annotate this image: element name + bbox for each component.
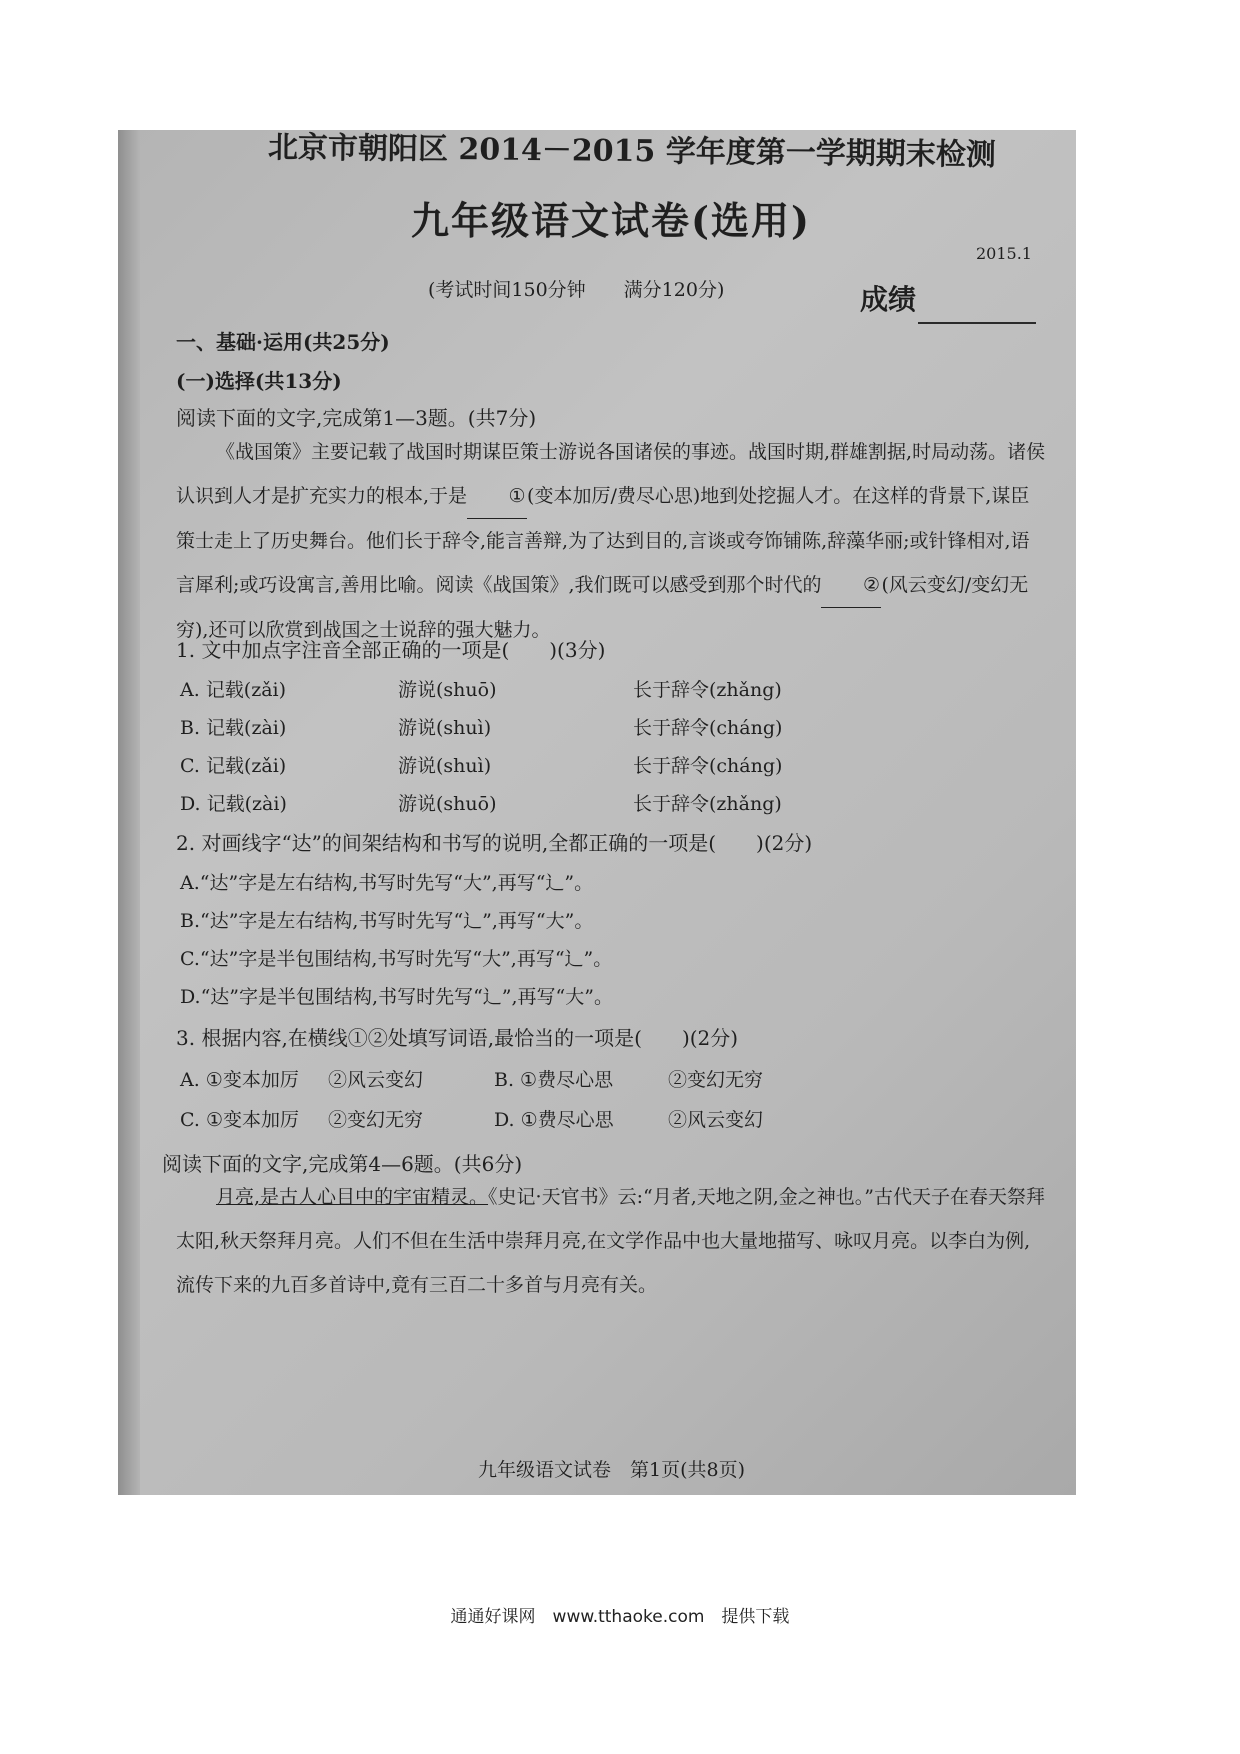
- q1-option-c-1: C. 记载(zǎi): [180, 755, 287, 777]
- q3-option-b-1: B. ①费尽心思: [494, 1069, 614, 1091]
- blank-1: ①: [467, 474, 527, 519]
- q1-option-b-3: 长于辞令(cháng): [633, 717, 783, 739]
- q3-option-d-2: ②风云变幻: [668, 1109, 764, 1131]
- q2-option-d: D.“达”字是半包围结构,书写时先写“辶”,再写“大”。: [180, 986, 613, 1008]
- passage-moon-body: 《史记·天官书》云:“月者,天地之阴,金之神也。”古代天子在春天祭拜太阳,秋天祭拜月亮。人们不但在生活中崇拜月亮,在文学作品中也大量地描写、咏叹月亮。以李白为例,流传下来的九百多首诗中,竟有三百二十多首与月亮有关。: [176, 1186, 1045, 1296]
- q2-option-a: A.“达”字是左右结构,书写时先写“大”,再写“辶”。: [180, 872, 594, 894]
- q1-option-a-3: 长于辞令(zhǎng): [633, 679, 782, 701]
- score-blank-line: [918, 322, 1036, 324]
- q3-option-c-1: C. ①变本加厉: [180, 1109, 299, 1131]
- q3-option-c-2: ②变幻无穷: [328, 1109, 424, 1131]
- q1-option-c-3: 长于辞令(cháng): [633, 755, 783, 777]
- q2-option-c: C.“达”字是半包围结构,书写时先写“大”,再写“辶”。: [180, 948, 613, 970]
- instruction-q4-6: 阅读下面的文字,完成第4—6题。(共6分): [162, 1152, 523, 1176]
- q1-option-a-2: 游说(shuō): [398, 679, 497, 701]
- q1-option-d-2: 游说(shuō): [398, 793, 497, 815]
- page-footer: 九年级语文试卷 第1页(共8页): [478, 1459, 746, 1481]
- passage-moon: [176, 1175, 1046, 1307]
- question-2-stem: 2. 对画线字“达”的间架结构和书写的说明,全都正确的一项是( )(2分): [176, 831, 813, 855]
- exam-date: 2015.1: [976, 244, 1032, 263]
- passage-zhanguoce: [176, 430, 1046, 652]
- q3-option-a-1: A. ①变本加厉: [180, 1069, 299, 1091]
- exam-photo: [118, 130, 1076, 1495]
- exam-title-line1: 北京市朝阳区 2014－2015 学年度第一学期期末检测: [267, 130, 997, 173]
- q1-option-d-1: D. 记载(zài): [180, 793, 287, 815]
- section1-sub-heading: (一)选择(共13分): [176, 369, 342, 393]
- q3-option-d-1: D. ①费尽心思: [494, 1109, 614, 1131]
- score-label: 成绩: [860, 283, 917, 316]
- section1-heading: 一、基础·运用(共25分): [176, 330, 390, 354]
- q2-option-b: B.“达”字是左右结构,书写时先写“辶”,再写“大”。: [180, 910, 594, 932]
- passage-part-a: 《战国策》主要记载了战国时期谋臣策士游说各国诸侯的事迹。战国时期,群雄割据,时局动荡。诸侯认识到人才是扩充实力的根本,于是: [176, 441, 1046, 507]
- question-1-stem: 1. 文中加点字注音全部正确的一项是( )(3分): [176, 638, 606, 662]
- q1-option-d-3: 长于辞令(zhǎng): [633, 793, 782, 815]
- instruction-q1-3: 阅读下面的文字,完成第1—3题。(共7分): [176, 406, 537, 430]
- q3-option-a-2: ②风云变幻: [328, 1069, 424, 1091]
- question-3-stem: 3. 根据内容,在横线①②处填写词语,最恰当的一项是( )(2分): [176, 1026, 739, 1050]
- blank-2: ②: [821, 563, 881, 608]
- passage-part-b: (变本加厉/费尽心思)地到处挖掘人才。在这样的背景下,谋臣策士走上了历史舞台。他们长于辞令,能言善辩,为了达到目的,言谈或夸饰铺陈,辞藻华丽;或针锋相对,语言犀利;或巧设寓言,善用比喻。阅读《战国策》,我们既可以感受到那个时代的: [176, 485, 1030, 596]
- passage-part-c: (风云变幻/变幻无穷),还可以欣赏到战国之士说辞的强大魅力。: [176, 574, 1029, 641]
- watermark-text: 通通好课网 www.tthaoke.com 提供下载: [450, 1607, 790, 1627]
- q3-option-b-2: ②变幻无穷: [668, 1069, 764, 1091]
- passage-moon-underlined: 月亮,是古人心目中的宇宙精灵。: [216, 1186, 489, 1208]
- q1-option-c-2: 游说(shuì): [398, 755, 492, 777]
- exam-title-line2: 九年级语文试卷(选用): [411, 198, 811, 243]
- exam-info: (考试时间150分钟 满分120分): [428, 279, 725, 301]
- q1-option-a-1: A. 记载(zǎi): [180, 679, 287, 701]
- q1-option-b-2: 游说(shuì): [398, 717, 492, 739]
- q1-option-b-1: B. 记载(zài): [180, 717, 287, 739]
